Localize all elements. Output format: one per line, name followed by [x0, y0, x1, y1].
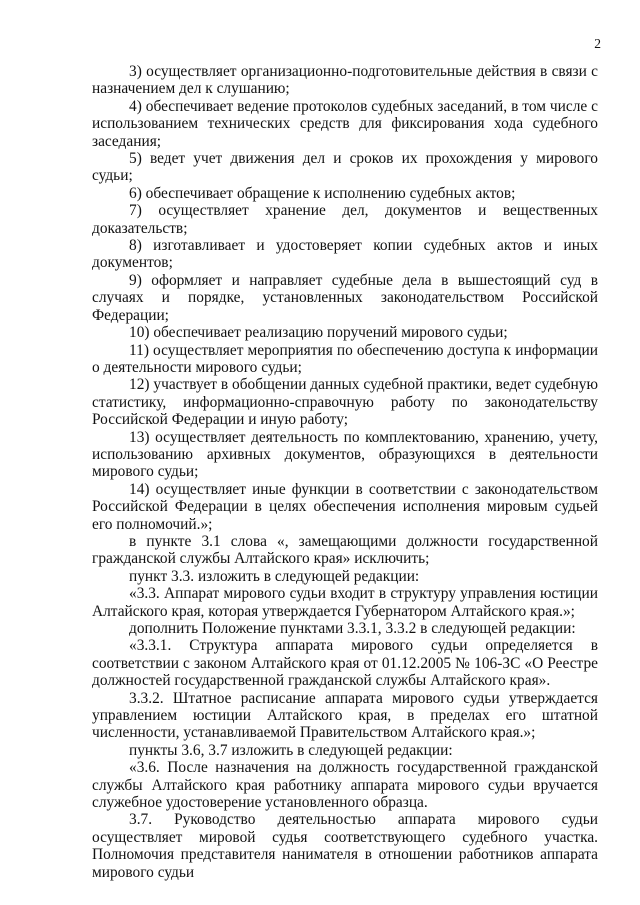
document-body: [92, 63, 598, 881]
paragraph-clause-3-6: «3.6. После назначения на должность государственной гражданской службы Алтайского края работнику аппарата мирового судьи вручается служебное удостоверение установленного образца.: [92, 759, 598, 812]
paragraph-clause-3-3-1: «3.3.1. Структура аппарата мирового судьи определяется в соответствии с законом Алтайского края от 01.12.2005 № 106-ЗС «О Реестре должностей государственной гражданской службы Алтайского края».: [92, 637, 598, 690]
paragraph-clauses-3-6-3-7-intro: пункты 3.6, 3.7 изложить в следующей редакции:: [129, 741, 453, 759]
paragraph-clause-3-7: 3.7. Руководство деятельностью аппарата мирового судьи осуществляет мировой судья соответствующего судебного участка. Полномочия представителя нанимателя в отношении работников аппарата мирового судьи: [92, 811, 598, 881]
paragraph-item-4: 4) обеспечивает ведение протоколов судебных заседаний, в том числе с использованием технических средств для фиксирования хода судебного заседания;: [92, 97, 598, 150]
paragraph-clause-3-1: в пункте 3.1 слова «, замещающими должности государственной гражданской службы Алтайского края» исключить;: [92, 532, 598, 568]
paragraph-supplement-intro: дополнить Положение пунктами 3.3.1, 3.3.2 в следующей редакции:: [129, 620, 576, 637]
paragraph-item-13: 13) осуществляет деятельность по комплектованию, хранению, учету, использованию архивных документов, образующихся в деятельности мирового судьи;: [92, 428, 598, 481]
paragraph-item-9: 9) оформляет и направляет судебные дела в вышестоящий суд в случаях и порядке, установленных законодательством Российской Федерации;: [92, 271, 598, 324]
paragraph-item-11: 11) осуществляет мероприятия по обеспечению доступа к информации о деятельности мирового судьи;: [92, 341, 598, 376]
paragraph-item-6: 6) обеспечивает обращение к исполнению судебных актов;: [129, 184, 516, 202]
paragraph-clause-3-3-2: 3.3.2. Штатное расписание аппарата мирового судьи утверждается управлением юстиции Алтайского края, в пределах его штатной численности, устанавливаемой Правительством Алтайского края.»;: [92, 689, 598, 742]
paragraph-item-3: 3) осуществляет организационно-подготовительные действия в связи с назначением дел к слушанию;: [92, 63, 598, 98]
paragraph-clause-3-3: «3.3. Аппарат мирового судьи входит в структуру управления юстиции Алтайского края, которая утверждается Губернатором Алтайского края.»;: [92, 585, 598, 620]
paragraph-item-10: 10) обеспечивает реализацию поручений мирового судьи;: [129, 324, 508, 342]
paragraph-item-12: 12) участвует в обобщении данных судебной практики, ведет судебную статистику, информационно-справочную работу по законодательству Российской Федерации и иную работу;: [92, 376, 598, 429]
page-number: 2: [594, 36, 601, 51]
paragraph-item-14: 14) осуществляет иные функции в соответствии с законодательством Российской Федерации в целях обеспечения исполнения мировым судьей его полномочий.»;: [92, 480, 598, 533]
paragraph-item-5: 5) ведет учет движения дел и сроков их прохождения у мирового судьи;: [92, 150, 598, 185]
paragraph-clause-3-3-intro: пункт 3.3. изложить в следующей редакции:: [129, 567, 420, 585]
paragraph-item-7: 7) осуществляет хранение дел, документов и вещественных доказательств;: [92, 202, 598, 237]
paragraph-item-8: 8) изготавливает и удостоверяет копии судебных актов и иных документов;: [92, 237, 598, 272]
